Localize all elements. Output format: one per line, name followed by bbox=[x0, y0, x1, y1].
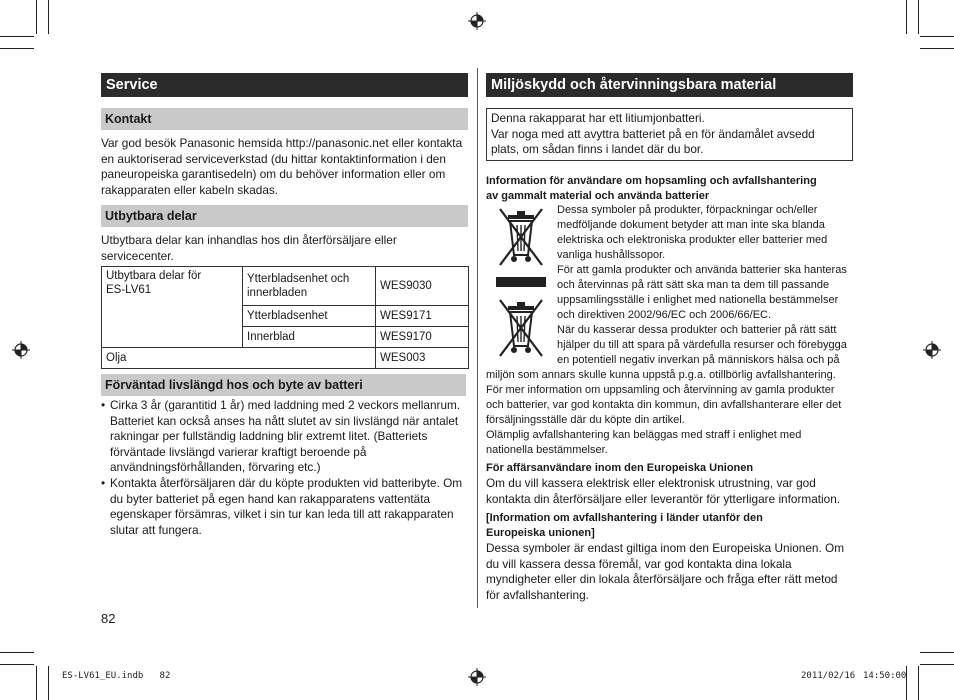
outside-eu-heading bbox=[486, 511, 856, 541]
cell-line: innerbladen bbox=[247, 287, 308, 299]
text-line: Om du vill kassera elektrisk eller elektronisk utrustning, var god bbox=[486, 476, 816, 490]
text-line: Utbytbara delar kan inhandlas hos din återförsäljare eller bbox=[101, 233, 397, 247]
table-row bbox=[102, 267, 469, 306]
text-line: av gammalt material och använda batterier bbox=[486, 190, 710, 202]
cell-line: Ytterbladsenhet och bbox=[247, 273, 350, 285]
text-line: medföljande dokument betyder att man inte ska blanda bbox=[557, 219, 825, 231]
battery-info-box bbox=[486, 108, 853, 161]
text-line: kontakta din återförsäljare eller leverantör för ytterligare information. bbox=[486, 491, 841, 506]
text-line: förväntade livslängd varierar kraftigt beroende på bbox=[110, 444, 367, 459]
text-line: För mer information om uppsamling och återvinning av gamla produkter bbox=[486, 384, 835, 396]
business-text bbox=[486, 476, 856, 507]
registration-mark-icon bbox=[468, 668, 486, 686]
text-line: Var noga med att avyttra batteriet på en för ändamålet avsedd bbox=[491, 126, 815, 141]
table-row bbox=[102, 348, 469, 369]
text-line: Europeiska unionen] bbox=[486, 527, 595, 539]
crop-mark bbox=[0, 664, 34, 665]
text-line: för avfallshantering. bbox=[486, 587, 589, 602]
registration-mark-icon bbox=[12, 341, 30, 359]
part-name-cell bbox=[243, 267, 376, 306]
text-line: servicecenter. bbox=[101, 248, 174, 263]
utbytbara-text bbox=[101, 233, 471, 264]
text-line: användningsförhållanden, förvaring etc.) bbox=[110, 460, 321, 475]
text-line: en potentiell negativ inverkan på människors hälsa och på bbox=[557, 354, 840, 366]
text-line: myndigheter eller din lokala återförsäljare och fråga efter rätt metod bbox=[486, 572, 838, 587]
registration-mark-icon bbox=[923, 341, 941, 359]
bullet-item bbox=[101, 476, 471, 538]
text-line: plats, om sådan finns i landet där du bor. bbox=[491, 142, 704, 157]
text-line: egenskaper försämras, vilket i sin tur kan leda till att rakapparaten bbox=[110, 507, 454, 522]
text-line: Information för användare om hopsamling och avfallshantering bbox=[486, 175, 817, 187]
crop-mark bbox=[918, 0, 919, 34]
footer-time: 14:50:00 bbox=[863, 671, 907, 681]
bullet-item bbox=[101, 398, 471, 476]
service-title: Service bbox=[101, 73, 468, 97]
black-bar-symbol bbox=[496, 277, 546, 287]
cell-line: Utbytbara delar för bbox=[106, 270, 202, 282]
text-line: • Kontakta återförsäljaren där du köpte produkten vid batteribyte. Om bbox=[110, 475, 463, 490]
crop-mark bbox=[36, 0, 37, 34]
parts-table bbox=[101, 266, 469, 369]
text-line: Batteriet kan också anses ha nått slutet av sin livslängd när antalet bbox=[110, 413, 459, 428]
registration-mark-icon bbox=[468, 12, 486, 30]
text-line: och direktiven 2002/96/EC och 2006/66/EC. bbox=[557, 309, 772, 321]
footer-date: 2011/02/16 bbox=[801, 671, 856, 681]
oil-label-cell: Olja bbox=[102, 348, 376, 369]
livslangd-heading: Förväntad livslängd hos och byte av batteri bbox=[101, 374, 466, 396]
text-line: Dessa symboler på produkter, förpackningar och/eller bbox=[557, 204, 818, 216]
crop-mark bbox=[918, 666, 919, 700]
text-line: miljön som annars skulle kunna uppstå p.g.a. otillbörlig avfallshantering. bbox=[486, 369, 836, 381]
part-code-cell: WES9030 bbox=[376, 267, 469, 306]
crop-mark bbox=[920, 664, 954, 665]
info-heading bbox=[486, 174, 856, 204]
text-line: Denna rakapparat har ett litiumjonbatteri. bbox=[491, 111, 705, 125]
text-line: [Information om avfallshantering i länder utanför den bbox=[486, 512, 763, 524]
crop-mark bbox=[0, 652, 34, 653]
column-divider bbox=[477, 68, 478, 608]
text-line: försäljningsställe där du köpte din artikel. bbox=[486, 414, 685, 426]
crop-mark bbox=[36, 666, 37, 700]
footer-file: ES-LV61_EU.indb 82 bbox=[62, 671, 171, 681]
text-line: Dessa symboler är endast giltiga inom den Europeiska Unionen. Om bbox=[486, 541, 845, 555]
text-line: du byter batteriet på egen hand kan rakapparatens vattentäta bbox=[110, 491, 431, 506]
cell-line: ES-LV61 bbox=[106, 284, 152, 296]
crop-mark bbox=[920, 652, 954, 653]
parts-group-cell bbox=[102, 267, 243, 348]
text-line: och batterier, var god kontakta din kommun, din avfallshanterare eller det bbox=[486, 399, 842, 411]
text-line: elektriska och elektroniska produkter eller batterier med bbox=[557, 234, 828, 246]
crop-mark bbox=[0, 36, 34, 37]
outside-eu-text bbox=[486, 541, 856, 603]
part-code-cell: WES9171 bbox=[376, 306, 469, 327]
crossed-bin-icon bbox=[494, 296, 548, 358]
page-number: 82 bbox=[101, 611, 116, 626]
utbytbara-heading: Utbytbara delar bbox=[101, 205, 468, 227]
text-line: du vill kassera dessa föremål, var god kontakta dina lokala bbox=[486, 556, 792, 571]
text-line: hjälper du till att spara på värdefulla resurser och förebygga bbox=[557, 339, 847, 351]
text-line: Var god besök Panasonic hemsida http://panasonic.net eller kontakta bbox=[101, 136, 463, 150]
text-line: nationella bestämmelser. bbox=[486, 444, 608, 456]
crop-mark bbox=[920, 48, 954, 49]
part-code-cell: WES9170 bbox=[376, 327, 469, 348]
text-line: en auktoriserad serviceverkstad (du hittar kontaktinformation i den bbox=[101, 151, 446, 166]
crossed-bin-icon bbox=[494, 205, 548, 267]
symbol-text bbox=[557, 203, 857, 368]
part-name-cell: Innerblad bbox=[243, 327, 376, 348]
business-heading: För affärsanvändare inom den Europeiska Unionen bbox=[486, 462, 754, 474]
crop-mark bbox=[48, 0, 49, 34]
text-line: För att gamla produkter och använda batterier ska hanteras bbox=[557, 264, 847, 276]
crop-mark bbox=[48, 666, 49, 700]
crop-mark bbox=[920, 36, 954, 37]
text-line: vanliga hushållssopor. bbox=[557, 249, 666, 261]
text-line: När du kasserar dessa produkter och batterier på rätt sätt bbox=[557, 324, 837, 336]
disposal-text bbox=[486, 368, 858, 458]
text-line: rakapparaten eller kabeln skadas. bbox=[101, 182, 279, 197]
livslangd-text bbox=[101, 398, 471, 538]
kontakt-text bbox=[101, 136, 471, 198]
miljo-title: Miljöskydd och återvinningsbara material bbox=[486, 73, 853, 97]
text-line: slutar att fungera. bbox=[110, 522, 202, 537]
crop-mark bbox=[906, 0, 907, 34]
kontakt-heading: Kontakt bbox=[101, 108, 468, 130]
text-line: uppsamlingsställe i enlighet med nationella bestämmelser bbox=[557, 294, 839, 306]
text-line: Olämplig avfallshantering kan beläggas med straff i enlighet med bbox=[486, 429, 802, 441]
part-name-cell: Ytterbladsenhet bbox=[243, 306, 376, 327]
text-line: paneuropeiska garantisedeln) om du behöver information eller om bbox=[101, 167, 446, 182]
text-line: • Cirka 3 år (garantitid 1 år) med laddning med 2 veckors mellanrum. bbox=[110, 398, 461, 412]
oil-code-cell: WES003 bbox=[376, 348, 469, 369]
text-line: rakningar per fullständig laddning blir extremt litet. (Batteriets bbox=[110, 429, 428, 444]
text-line: och återvinnas på rätt sätt ska man ta dem till passande bbox=[557, 279, 830, 291]
crop-mark bbox=[0, 48, 34, 49]
